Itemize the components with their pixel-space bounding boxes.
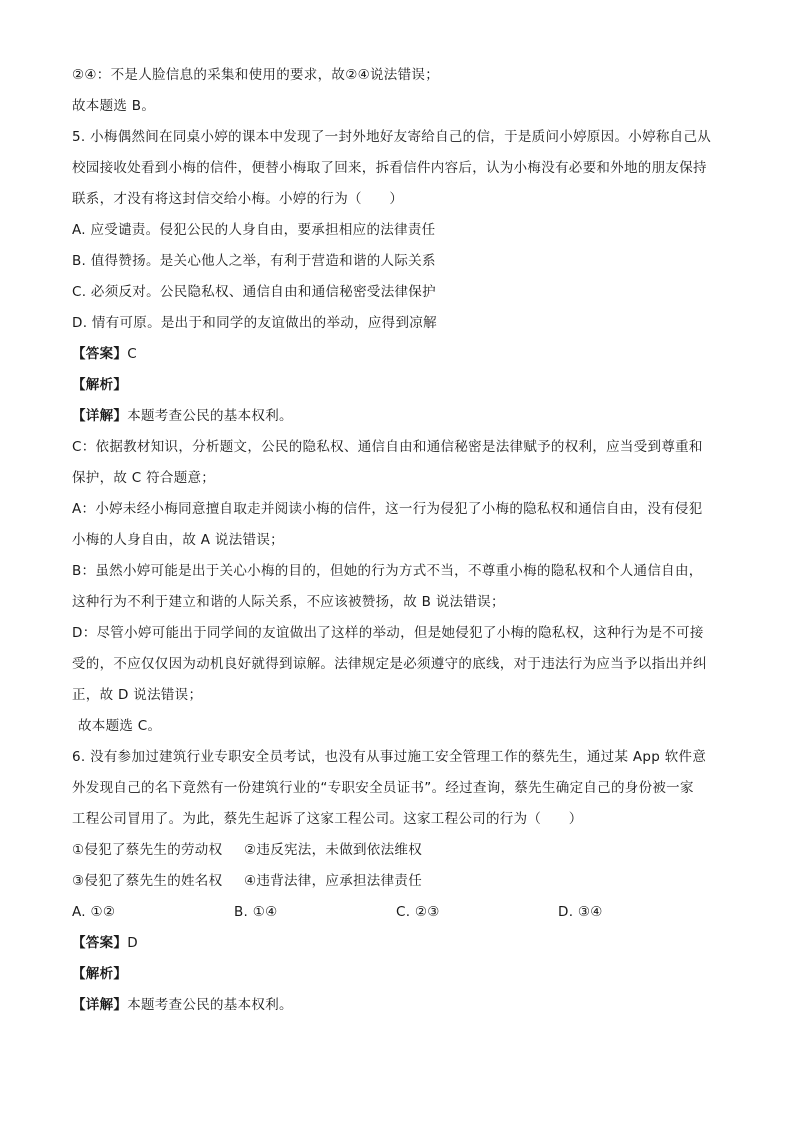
explanation-line: 小梅的人身自由，故 A 说法错误； xyxy=(72,532,284,548)
question-5 xyxy=(72,122,722,742)
detail-label: 【详解】 xyxy=(72,997,128,1013)
question-stem-line: 6. 没有参加过建筑行业专职安全员考试，也没有从事过施工安全管理工作的蔡先生，通过某 App 软件意 xyxy=(72,749,707,765)
explanation-line: A：小婷未经小梅同意擅自取走并阅读小梅的信件，这一行为侵犯了小梅的隐私权和通信自由，没有侵犯 xyxy=(72,501,703,517)
statement-row xyxy=(72,835,722,866)
statement-3: ③侵犯了蔡先生的姓名权 xyxy=(72,873,223,889)
option-a: A. 应受谴责。侵犯公民的人身自由，要承担相应的法律责任 xyxy=(72,222,436,238)
answer-value: D xyxy=(127,935,138,951)
option-d: D. ③④ xyxy=(558,904,603,920)
answer-label: 【答案】 xyxy=(72,935,128,951)
detail-label: 【详解】 xyxy=(72,408,128,424)
analysis-label: 【解析】 xyxy=(72,377,128,393)
question-6 xyxy=(72,742,722,1021)
explanation-line: 保护，故 C 符合题意； xyxy=(72,470,216,486)
option-b: B. 值得赞扬。是关心他人之举，有利于营造和谐的人际关系 xyxy=(72,253,436,269)
option-c: C. ②③ xyxy=(396,904,440,920)
detail-text: 本题考查公民的基本权利。 xyxy=(127,408,293,424)
question-stem-line: 外发现自己的名下竟然有一份建筑行业的“专职安全员证书”。经过查询，蔡先生确定自己的身份被一家 xyxy=(72,780,694,796)
explanation-line: 这种行为不利于建立和谐的人际关系，不应该被赞扬，故 B 说法错误； xyxy=(72,594,505,610)
text-line: ②④：不是人脸信息的采集和使用的要求，故②④说法错误； xyxy=(72,67,440,83)
statement-2: ②违反宪法，未做到依法维权 xyxy=(244,842,423,858)
question-stem-line: 联系，才没有将这封信交给小梅。小婷的行为（ ） xyxy=(72,191,404,207)
option-c: C. 必须反对。公民隐私权、通信自由和通信秘密受法律保护 xyxy=(72,284,436,300)
detail-line xyxy=(72,401,722,432)
explanation-line: 受的，不应仅仅因为动机良好就得到谅解。法律规定是必须遵守的底线，对于违法行为应当予以指出并纠 xyxy=(72,656,707,672)
answer-label: 【答案】 xyxy=(72,346,128,362)
option-a: A. ①② xyxy=(72,904,116,920)
statement-4: ④违背法律，应承担法律责任 xyxy=(244,873,423,889)
answer-line xyxy=(72,339,722,370)
explanation-line: C：依据教材知识，分析题文，公民的隐私权、通信自由和通信秘密是法律赋予的权利，应当受到尊重和 xyxy=(72,439,703,455)
question-stem-line: 5. 小梅偶然间在同桌小婷的课本中发现了一封外地好友寄给自己的信，于是质问小婷原因。小婷称自己从 xyxy=(72,129,712,145)
document-page xyxy=(72,60,722,1021)
answer-line xyxy=(72,928,722,959)
explanation-line: 正，故 D 说法错误； xyxy=(72,687,203,703)
question-stem-line: 校园接收处看到小梅的信件，便替小梅取了回来，拆看信件内容后，认为小梅没有必要和外地的朋友保持 xyxy=(72,160,707,176)
option-b: B. ①④ xyxy=(234,904,278,920)
question-stem-line: 工程公司冒用了。为此，蔡先生起诉了这家工程公司。这家工程公司的行为（ ） xyxy=(72,811,583,827)
answer-value: C xyxy=(127,346,137,362)
analysis-label: 【解析】 xyxy=(72,966,128,982)
conclusion-line: 故本题选 C。 xyxy=(78,718,162,734)
option-d: D. 情有可原。是出于和同学的友谊做出的举动，应得到凉解 xyxy=(72,315,437,331)
explanation-line: B：虽然小婷可能是出于关心小梅的目的，但她的行为方式不当，不尊重小梅的隐私权和个人通信自由， xyxy=(72,563,703,579)
detail-text: 本题考查公民的基本权利。 xyxy=(127,997,293,1013)
explanation-line: D：尽管小婷可能出于同学间的友谊做出了这样的举动，但是她侵犯了小梅的隐私权，这种行为是不可接 xyxy=(72,625,704,641)
detail-line xyxy=(72,990,722,1021)
text-line: 故本题选 B。 xyxy=(72,98,156,114)
statement-row xyxy=(72,866,722,897)
options-row xyxy=(72,897,722,928)
statement-1: ①侵犯了蔡先生的劳动权 xyxy=(72,842,223,858)
